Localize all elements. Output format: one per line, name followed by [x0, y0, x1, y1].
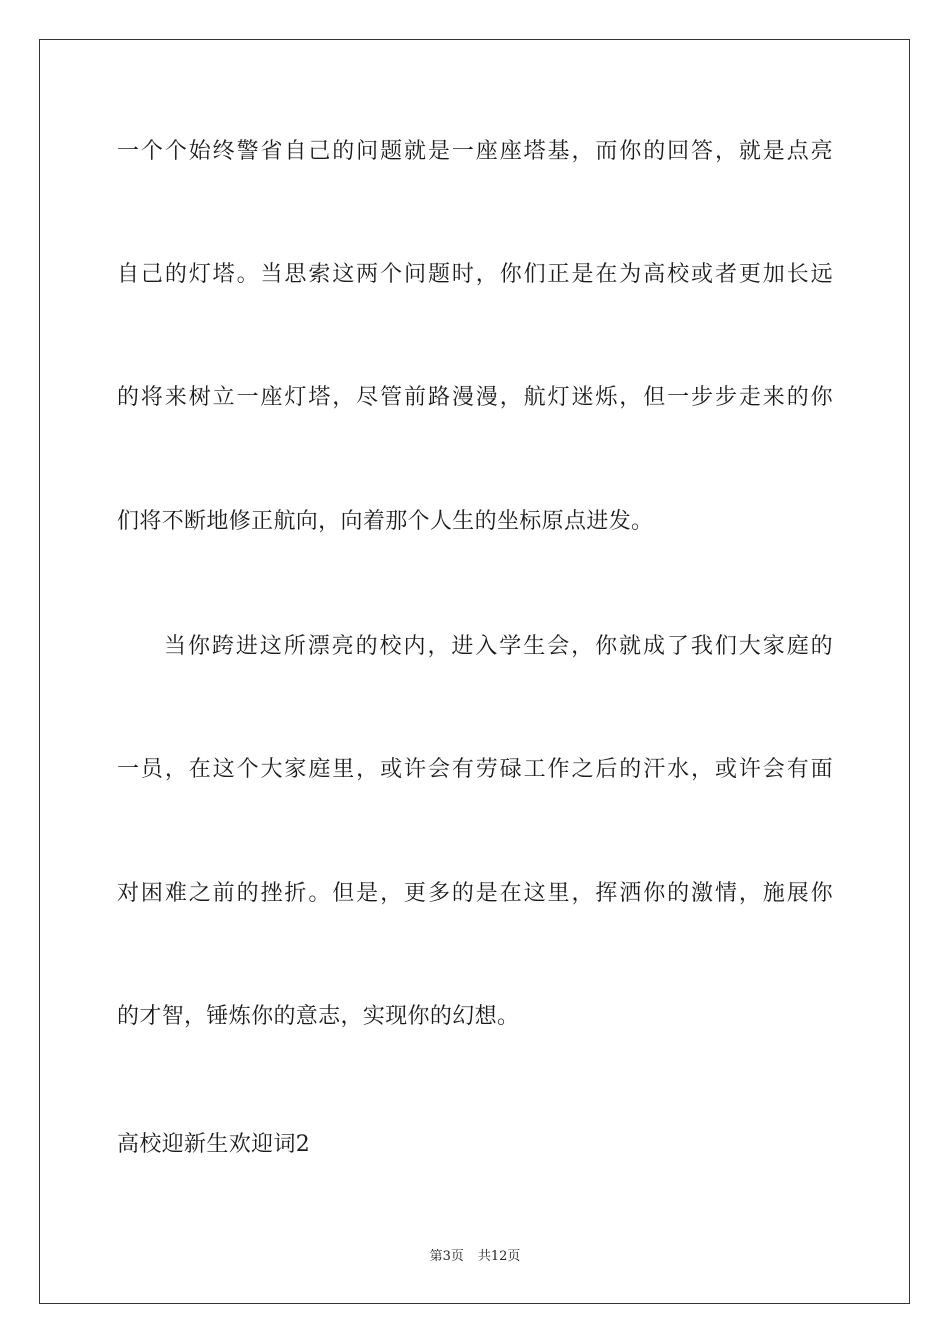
paragraph-2-line-1: 当你跨进这所漂亮的校内，进入学生会，你就成了我们大家庭的 [164, 634, 833, 659]
page-total: 共12页 [477, 1249, 521, 1264]
paragraph-1-line-2: 自己的灯塔。当思索这两个问题时，你们正是在为高校或者更加长远 [117, 262, 833, 287]
paragraph-1-line-4: 们将不断地修正航向，向着那个人生的坐标原点进发。 [117, 509, 654, 534]
page-border [39, 39, 910, 1304]
paragraph-1-line-3: 的将来树立一座灯塔，尽管前路漫漫，航灯迷烁，但一步步走来的你 [117, 385, 833, 410]
paragraph-2-line-4: 的才智，锤炼你的意志，实现你的幻想。 [117, 1004, 520, 1029]
paragraph-1-line-1: 一个个始终警省自己的问题就是一座座塔基，而你的回答，就是点亮 [117, 139, 833, 164]
paragraph-2-line-3: 对困难之前的挫折。但是，更多的是在这里，挥洒你的激情，施展你 [117, 881, 833, 906]
page-footer [0, 1248, 950, 1266]
page-number: 第3页 [429, 1249, 464, 1264]
section-heading: 高校迎新生欢迎词2 [117, 1132, 311, 1157]
paragraph-2-line-2: 一员，在这个大家庭里，或许会有劳碌工作之后的汗水，或许会有面 [117, 757, 833, 782]
